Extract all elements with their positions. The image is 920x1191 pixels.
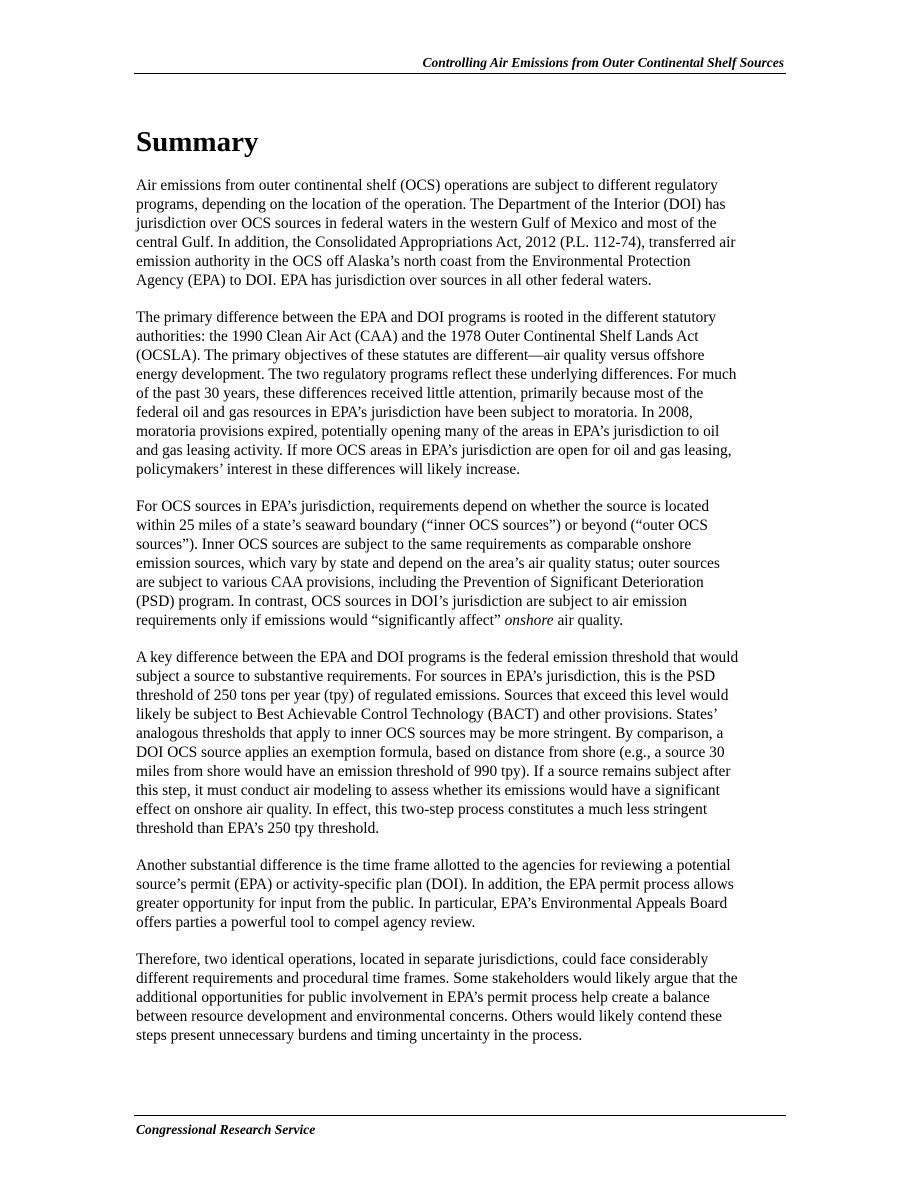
text-line: different requirements and procedural time frames. Some stakeholders would likely argue that the bbox=[136, 970, 738, 987]
text-line: greater opportunity for input from the public. In particular, EPA’s Environmental Appeals Board bbox=[136, 895, 728, 912]
text-line: jurisdiction over OCS sources in federal waters in the western Gulf of Mexico and most of the bbox=[136, 215, 717, 232]
text-line: federal oil and gas resources in EPA’s jurisdiction have been subject to moratoria. In 2008, bbox=[136, 404, 693, 421]
summary-paragraph-1 bbox=[136, 176, 786, 290]
summary-paragraph-2 bbox=[136, 308, 786, 479]
running-footer bbox=[134, 1115, 786, 1140]
running-header-title: Controlling Air Emissions from Outer Continental Shelf Sources bbox=[422, 55, 784, 70]
text-line: miles from shore would have an emission threshold of 990 tpy). If a source remains subject after bbox=[136, 763, 731, 780]
text-line: between resource development and environmental concerns. Others would likely contend these bbox=[136, 1008, 722, 1025]
text-line: Air emissions from outer continental shelf (OCS) operations are subject to different regulatory bbox=[136, 177, 718, 194]
text-line: this step, it must conduct air modeling to assess whether its emissions would have a significant bbox=[136, 782, 720, 799]
text-line: (OCSLA). The primary objectives of these statutes are different—air quality versus offshore bbox=[136, 347, 705, 364]
text-line: of the past 30 years, these differences received little attention, primarily because most of the bbox=[136, 385, 704, 402]
summary-paragraph-3 bbox=[136, 497, 786, 630]
text-line: central Gulf. In addition, the Consolidated Appropriations Act, 2012 (P.L. 112-74), transferred air bbox=[136, 234, 736, 251]
text-line: steps present unnecessary burdens and timing uncertainty in the process. bbox=[136, 1027, 583, 1044]
text-line: The primary difference between the EPA and DOI programs is rooted in the different statutory bbox=[136, 309, 717, 326]
text-line: source’s permit (EPA) or activity-specific plan (DOI). In addition, the EPA permit process allows bbox=[136, 876, 734, 893]
text-line: emission sources, which vary by state and depend on the area’s air quality status; outer sources bbox=[136, 555, 720, 572]
summary-paragraph-4 bbox=[136, 648, 786, 838]
text-line: For OCS sources in EPA’s jurisdiction, requirements depend on whether the source is located bbox=[136, 498, 710, 515]
text-line: analogous thresholds that apply to inner OCS sources may be more stringent. By comparison, a bbox=[136, 725, 724, 742]
text-line: Therefore, two identical operations, located in separate jurisdictions, could face considerably bbox=[136, 951, 709, 968]
text-line: policymakers’ interest in these differences will likely increase. bbox=[136, 461, 521, 478]
text-line-with-emphasis bbox=[136, 611, 786, 630]
text-line: are subject to various CAA provisions, including the Prevention of Significant Deterioration bbox=[136, 574, 704, 591]
text-line: subject a source to substantive requirements. For sources in EPA’s jurisdiction, this is the PSD bbox=[136, 668, 716, 685]
text-segment: air quality. bbox=[553, 612, 624, 629]
footer-publisher: Congressional Research Service bbox=[136, 1122, 316, 1137]
summary-body bbox=[136, 176, 786, 1063]
text-line: DOI OCS source applies an exemption formula, based on distance from shore (e.g., a source 30 bbox=[136, 744, 725, 761]
text-line: within 25 miles of a state’s seaward boundary (“inner OCS sources”) or beyond (“outer OCS bbox=[136, 517, 708, 534]
text-line: A key difference between the EPA and DOI programs is the federal emission threshold that would bbox=[136, 649, 739, 666]
text-line: emission authority in the OCS off Alaska’s north coast from the Environmental Protection bbox=[136, 253, 691, 270]
text-line: (PSD) program. In contrast, OCS sources in DOI’s jurisdiction are subject to air emission bbox=[136, 593, 687, 610]
text-segment: requirements only if emissions would “significantly affect” bbox=[136, 612, 505, 629]
summary-paragraph-6 bbox=[136, 950, 786, 1045]
text-line: authorities: the 1990 Clean Air Act (CAA) and the 1978 Outer Continental Shelf Lands Act bbox=[136, 328, 699, 345]
text-line: effect on onshore air quality. In effect, this two-step process constitutes a much less stringent bbox=[136, 801, 708, 818]
running-header bbox=[134, 52, 786, 74]
text-line: Another substantial difference is the time frame allotted to the agencies for reviewing a potential bbox=[136, 857, 731, 874]
text-line: programs, depending on the location of the operation. The Department of the Interior (DOI) has bbox=[136, 196, 726, 213]
text-line: and gas leasing activity. If more OCS areas in EPA’s jurisdiction are open for oil and gas leasing, bbox=[136, 442, 732, 459]
text-line: energy development. The two regulatory programs reflect these underlying differences. For much bbox=[136, 366, 737, 383]
summary-paragraph-5 bbox=[136, 856, 786, 932]
text-line: threshold of 250 tons per year (tpy) of regulated emissions. Sources that exceed this level would bbox=[136, 687, 729, 704]
text-line: offers parties a powerful tool to compel agency review. bbox=[136, 914, 476, 931]
page-title: Summary bbox=[136, 126, 259, 158]
text-line: sources”). Inner OCS sources are subject to the same requirements as comparable onshore bbox=[136, 536, 692, 553]
text-line: likely be subject to Best Achievable Control Technology (BACT) and other provisions. States’ bbox=[136, 706, 719, 723]
text-line: threshold than EPA’s 250 tpy threshold. bbox=[136, 820, 380, 837]
text-line: moratoria provisions expired, potentially opening many of the areas in EPA’s jurisdiction to oil bbox=[136, 423, 720, 440]
emphasized-word: onshore bbox=[504, 612, 554, 629]
text-line: Agency (EPA) to DOI. EPA has jurisdiction over sources in all other federal waters. bbox=[136, 272, 652, 289]
text-line: additional opportunities for public involvement in EPA’s permit process help create a balance bbox=[136, 989, 710, 1006]
